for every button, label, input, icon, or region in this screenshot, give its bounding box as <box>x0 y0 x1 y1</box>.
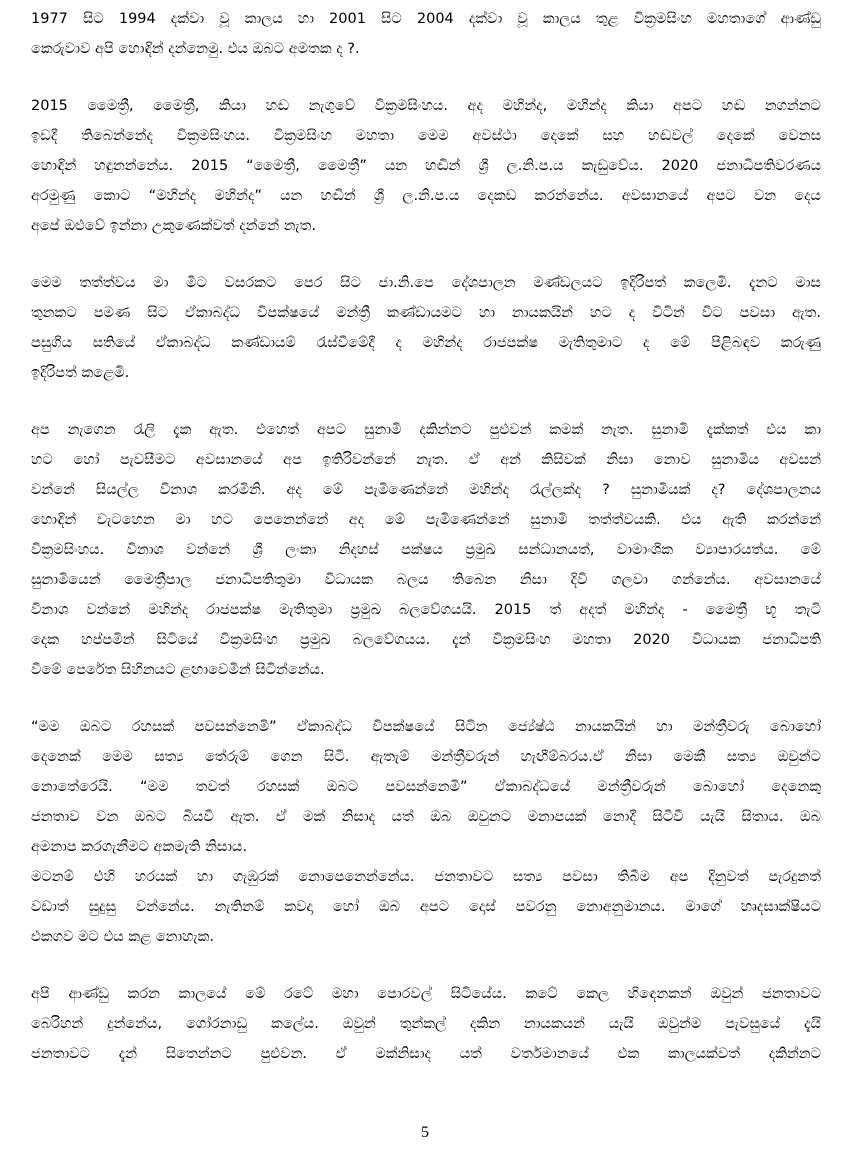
text-line: අමනාප කරගැනීමට අකමැති නිසාය. <box>31 839 248 855</box>
text-line: මෙම තත්ත්වය මා මීට වසරකට පෙර සිට ජා.නි.පෙ දේශපාලන මණ්ඩලයට ඉදිරිපත් කලෙමි. දැනට මාස <box>31 275 821 291</box>
paragraph <box>31 268 821 388</box>
paragraph <box>31 4 821 64</box>
paragraph <box>31 712 821 862</box>
text-line: දෙනෙක් මෙම සත්‍ය තේරුම් ගෙන සිටී. ඇතැම් මන්ත්‍රීවරුන් හැඟීම්බරය.ඒ නිසා මෙකී සත්‍ය ඔවුන්ට <box>31 749 821 765</box>
text-line: හොඳින් වැටහෙන මා හට පෙනෙන්නේ අද මේ පැමිණෙන්නේ සුනාමි තත්ත්වයකි. එය ඇති කරන්නේ <box>31 512 821 528</box>
document-body <box>31 4 821 1096</box>
paragraph <box>31 415 821 685</box>
text-line: වන්නේ සියල්ල විනාශ කරමිනි. අද මේ පැමිණෙන්නේ මහින්ද රැල්ලක්ද ? සුනාමියක් ද? දේශපාලනය <box>31 482 821 498</box>
paragraph <box>31 979 821 1069</box>
text-line: වඩාත් සුදුසු වන්නේය. නැතිනම් කවදා හෝ ඔබ අපට දොස් පවරනු නොඅනුමානය. මාගේ හෘදසාක්ෂියට <box>31 899 821 915</box>
text-line: 1977 සිට 1994 දක්වා වූ කාලය හා 2001 සිට 2004 දක්වා වූ කාලය තුළ වික්‍රමසිංහ මහතාගේ ආණ්ඩු <box>31 11 821 27</box>
text-line: අප නැගෙන රැලි දැක ඇත. එහෙත් අපට සුනාමි දකින්නට පුළුවන් කමක් නැත. සුනාමි දැක්කත් එය කා <box>31 422 821 438</box>
text-line: බෙරිහන් දුන්නේය, ගෝරනාඩු කලේය. ඔවුන් තුන්කල් දකින නායකයන් යැයි ඔවුන්ම පැවසුයේ දැයි <box>31 1016 821 1032</box>
text-line: හට හෝ පැවසීමට අවසානයේ අප ඉතිරිවන්නේ නැත. ඒ අන් කිසිවක් නිසා නොව සුනාමිය අවසන් <box>31 452 821 468</box>
text-line: ජනතාව වන ඔබට බියවී ඇත. ඒ මක් නිසාද යත් ඔබ ඔවුනට මනාපයක් නොදී සිටීවී යැයි සිතාය. ඔබ <box>31 809 821 825</box>
text-line: කෙරුවාව අපි හොඳින් දන්නෙමු. එය ඔබට අමතක ද ?. <box>31 41 360 57</box>
text-line: නොතේරෙයි. “මම තවත් රහසක් ඔබට පවසන්නෙමි” ඒකාබද්ධයේ මන්ත්‍රීවරුන් බොහෝ දෙනෙකු <box>31 779 821 795</box>
text-line: අරමුණු කොට “මහින්ද මහින්ද” යන හඬින් ශ්‍රී ල.නි.ප.ය දෙකඩ කරන්නේය. අවසානයේ අපට වන දෙය <box>31 188 821 204</box>
text-line: “මම ඔබට රහසක් පවසන්නෙමි” ඒකාබද්ධ විපක්ෂයේ සිටින ජ්‍යේෂ්ඨ නායකයින් හා මන්ත්‍රීවරු බොහෝ <box>31 719 821 735</box>
text-line: තුනකට පමණ සිට ඒකාබද්ධ විපක්ෂයේ මන්ත්‍රී කණ්ඩායමට හා නායකයින් හට ද විටින් විට පවසා ඇත. <box>31 305 821 321</box>
text-line: අපේ ඔළුවේ ඉන්නා උකුණෙක්වත් දන්නේ නැත. <box>31 218 316 234</box>
text-line: 2015 මෛත්‍රී, මෛත්‍රී, කියා හඬ නැගුවේ වික්‍රමසිංහය. අද මහින්ද, මහින්ද කියා අපට හඬ නගන්නට <box>31 98 821 114</box>
text-line: වීමේ පෙරේත සිහිනයට ළඟාවෙමින් සිටින්නේය. <box>31 662 325 678</box>
text-line: පසුගිය සතියේ ඒකාබද්ධ කණ්ඩායම් රැස්වීමේදී ද මහින්ද රාජපක්ෂ මැතිතුමාට ද මේ පිළිබඳව කරුණු <box>31 335 821 351</box>
text-line: ඉඩදී තිබෙන්නේද වික්‍රමසිංහය. වික්‍රමසිංහ මහතා මෙම අවස්ථා දෙකේ සහ හඬවල් දෙකේ වෙනස <box>31 128 821 144</box>
text-line: වික්‍රමසිංහය. විනාශ වන්නේ ශ්‍රී ලංකා නිදහස් පක්ෂය ප්‍රමුඛ සන්ධානයත්, වාමාංශික ව්‍යාපාරයත්ය. මේ <box>31 542 821 558</box>
text-line: විනාශ වන්නේ මහින්ද රාජපක්ෂ මැතිතුමා ප්‍රමුඛ බලවේගයයි. 2015 ත් අදත් මහින්ද - මෛත්‍රී භූ තැටි <box>31 602 821 618</box>
paragraph <box>31 862 821 952</box>
text-line: එකගව මට එය කළ නොහැක. <box>31 929 215 945</box>
text-line: අපි ආණ්ඩු කරන කාලයේ මේ රටේ මහා පොරවල් සිටියේය. කටේ කෙල හිඳෙනකන් ඔවුන් ජනතාවට <box>31 986 821 1002</box>
page-number: 5 <box>421 1124 429 1141</box>
paragraph <box>31 91 821 241</box>
text-line: සුනාමියෙන් මෛත්‍රීපාල ජනාධිපතිතුමා විධායක බලය තිබෙන නිසා දිවි ගලවා ගන්නේය. අවසානයේ <box>31 572 821 588</box>
text-line: මටනම් එහි හරයක් හා ගැඹුරක් නොපෙනෙන්නේය. ජනතාවට සත්‍ය පවසා තිබීම අප දිනුවත් පැරදුනත් <box>31 869 821 885</box>
text-line: දෙක හප්පමින් සිටියේ වික්‍රමසිංහ ප්‍රමුඛ බලවේගයය. දැන් වික්‍රමසිංහ මහතා 2020 විධායක ජනාධිපති <box>31 632 821 648</box>
text-line: ජනතාවට දැන් සිතෙන්නට පුළුවන. ඒ මක්නිසාද යත් වර්තමානයේ එක කාලයක්වත් දකින්නට <box>31 1046 821 1062</box>
text-line: ඉදිරිපත් කළෙමි. <box>31 365 130 381</box>
text-line: හොඳින් හඳුනන්නේය. 2015 “මෛත්‍රී, මෛත්‍රී” යන හඬින් ශ්‍රී ල.නි.ප.ය කැඩුවේය. 2020 ජනාධිපතිවරණය <box>31 158 821 174</box>
